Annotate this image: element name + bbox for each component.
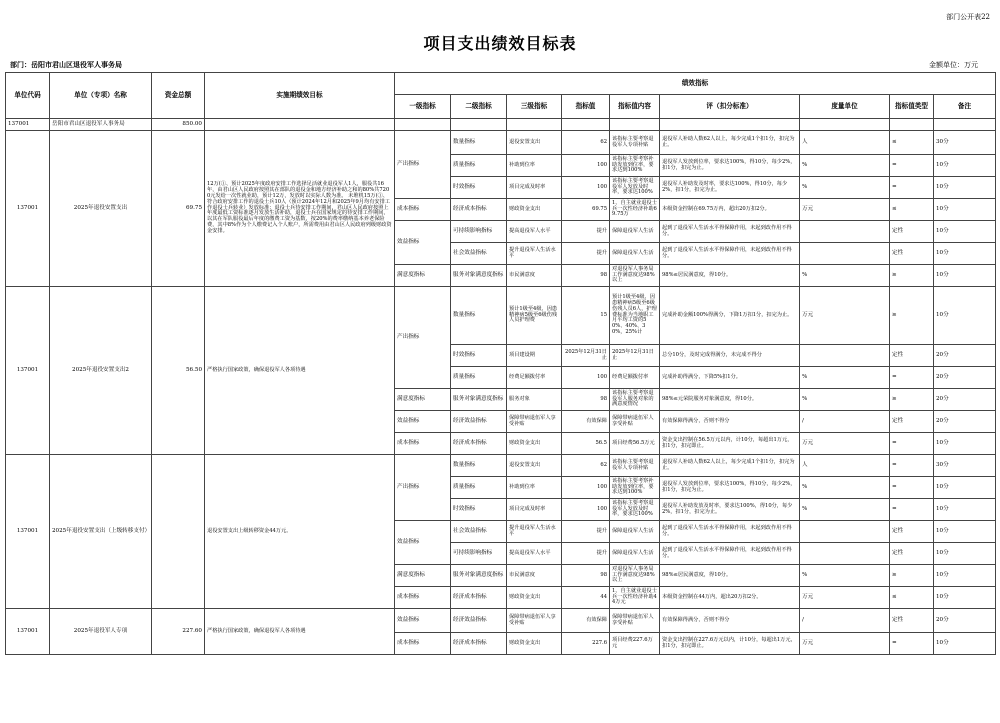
measure-unit: 万元 [800, 433, 890, 455]
scoring-standard: 退役军人补助发放及时率，要求达100%，得10分，每少2%，扣1分，扣完为止。 [660, 499, 800, 521]
value-type: 定性 [890, 345, 934, 367]
level1-indicator: 成本指标 [395, 199, 451, 221]
measure-unit: % [800, 499, 890, 521]
value-type: 定性 [890, 609, 934, 633]
scoring-standard: 完成补助得满分，下降5%扣1分。 [660, 367, 800, 389]
indicator-value: 69.75 [562, 199, 610, 221]
project-name: 2025年退役安置支出2 [50, 287, 152, 455]
note: 10分 [934, 633, 996, 655]
header-unit-name: 单位（专项）名称 [50, 73, 152, 119]
indicator-value: 98 [562, 565, 610, 587]
value-type: ≥ [890, 265, 934, 287]
value-type: ≥ [890, 565, 934, 587]
project-amount: 56.50 [152, 287, 205, 455]
note: 20分 [934, 609, 996, 633]
measure-unit [800, 243, 890, 265]
level1-indicator: 满意度指标 [395, 265, 451, 287]
level1-indicator: 成本指标 [395, 633, 451, 655]
level2-indicator: 服务对象满意度指标 [451, 565, 507, 587]
level2-indicator: 经济成本指标 [451, 433, 507, 455]
indicator-value: 15 [562, 287, 610, 345]
level2-indicator: 经济成本指标 [451, 633, 507, 655]
measure-unit: % [800, 367, 890, 389]
indicator-content: 1、自主就业退役士兵一次性经济补助44万元 [610, 587, 660, 609]
level2-indicator: 经济效益指标 [451, 609, 507, 633]
level2-indicator: 数量指标 [451, 131, 507, 155]
note: 10分 [934, 221, 996, 243]
value-type: 定性 [890, 543, 934, 565]
indicator-content: 保障退役军人生活 [610, 521, 660, 543]
level3-indicator: 项目建设期 [507, 345, 562, 367]
indicator-value: 提升 [562, 543, 610, 565]
level3-indicator: 提升退役军人生活水平 [507, 521, 562, 543]
indicator-value: 有效保障 [562, 411, 610, 433]
note: 10分 [934, 199, 996, 221]
measure-unit: % [800, 265, 890, 287]
indicator-value: 100 [562, 177, 610, 199]
header-measure: 度量单位 [800, 95, 890, 119]
project-name: 2025年退役安置支出 [50, 131, 152, 287]
indicator-content: 保障带病退伍军人享受补贴 [610, 411, 660, 433]
value-type: 定性 [890, 411, 934, 433]
scoring-standard: 退役军人发放到位率，要求达100%，得10分，每少2%，扣1分，扣完为止。 [660, 155, 800, 177]
level1-indicator: 产出指标 [395, 131, 451, 199]
note: 10分 [934, 265, 996, 287]
indicator-content: 保障退役军人生活 [610, 221, 660, 243]
header-value: 指标值 [562, 95, 610, 119]
level1-indicator: 满意度指标 [395, 565, 451, 587]
scoring-standard: 起到了退役军人生活水平得保障作用，未起到改作用不得分。 [660, 221, 800, 243]
value-type: = [890, 499, 934, 521]
indicator-value: 100 [562, 367, 610, 389]
indicator-content: 该指标主要考察退役军人发放及时率，要求达100% [610, 499, 660, 521]
scoring-standard: 退役军人补助人数62人以上，每少完成1个扣1分，扣完为止。 [660, 455, 800, 477]
indicator-value: 提升 [562, 521, 610, 543]
header-level3: 三级指标 [507, 95, 562, 119]
level1-indicator: 成本指标 [395, 433, 451, 455]
indicator-value: 提升 [562, 221, 610, 243]
scoring-standard: 98%≤元荣院服务对象满意度，得10分。 [660, 389, 800, 411]
header-level2: 二级指标 [451, 95, 507, 119]
table-number: 部门公开表22 [946, 13, 990, 21]
page-title: 项目支出绩效目标表 [423, 34, 577, 53]
scoring-standard: 退役军人补助发及时率，要求达100%，得10分，每少2%，扣1分，扣完为止。 [660, 177, 800, 199]
note: 10分 [934, 499, 996, 521]
indicator-content: 项目经费56.5万元 [610, 433, 660, 455]
level2-indicator: 服务对象满意度指标 [451, 265, 507, 287]
scoring-standard: 资金支出控制在56.5万元以内，计10分，每超出1万元，扣1分，扣完即止。 [660, 433, 800, 455]
measure-unit: 人 [800, 455, 890, 477]
measure-unit: % [800, 177, 890, 199]
header-unit-code: 单位代码 [6, 73, 50, 119]
scoring-standard: 完成补助金额100%得满分，下降1万扣1分，扣完为止。 [660, 287, 800, 345]
note: 10分 [934, 243, 996, 265]
value-type: ≤ [890, 199, 934, 221]
measure-unit: 万元 [800, 587, 890, 609]
value-type: ≤ [890, 587, 934, 609]
indicator-content: 预计1级至4级、因患精神病5级至6级伤残人员6人，护理费标准为当地职工月平均工资的50%、40%、30%，25%计 [610, 287, 660, 345]
measure-unit: % [800, 477, 890, 499]
unit-amount: 850.00 [152, 119, 205, 131]
level1-indicator: 效益指标 [395, 221, 451, 265]
project-code: 137001 [6, 287, 50, 455]
indicator-content: 项目经费227.6万元 [610, 633, 660, 655]
level3-indicator: 市民满意度 [507, 265, 562, 287]
table-row [6, 455, 996, 477]
scoring-standard: 98%≤居民满意度，得10分。 [660, 565, 800, 587]
scoring-standard: 资金支出控制在227.6万元以内，计10分，每超出1万元，扣1分，扣完即止。 [660, 633, 800, 655]
indicator-value: 有效保障 [562, 609, 610, 633]
indicator-content: 该指标主要考察退役军人服务对象的满意度情况 [610, 389, 660, 411]
level2-indicator: 可持续影响指标 [451, 543, 507, 565]
scoring-standard: 总分10分，及时完成得满分，未完成不得分 [660, 345, 800, 367]
note: 30分 [934, 131, 996, 155]
project-code: 137001 [6, 609, 50, 655]
value-type: ≥ [890, 389, 934, 411]
level2-indicator: 社会效益指标 [451, 243, 507, 265]
measure-unit [800, 543, 890, 565]
value-type: = [890, 433, 934, 455]
project-target: 严格执行国家政策，确保退役军人各项待遇 [205, 287, 395, 455]
level2-indicator: 时效指标 [451, 345, 507, 367]
level2-indicator: 经济成本指标 [451, 199, 507, 221]
level3-indicator: 保障带病退伍军人享受补贴 [507, 609, 562, 633]
level3-indicator: 补助到位率 [507, 477, 562, 499]
measure-unit: / [800, 411, 890, 433]
measure-unit [800, 345, 890, 367]
note: 10分 [934, 587, 996, 609]
table-row [6, 131, 996, 155]
project-amount: 69.75 [152, 131, 205, 287]
note: 20分 [934, 411, 996, 433]
performance-table [5, 72, 996, 655]
level3-indicator: 服务对象 [507, 389, 562, 411]
project-name: 2025年退役军人专项 [50, 609, 152, 655]
level2-indicator: 时效指标 [451, 499, 507, 521]
project-target: 退役安置支出上级转移资金44万元。 [205, 455, 395, 609]
level3-indicator: 财政资金支出 [507, 433, 562, 455]
level3-indicator: 退役安置支出 [507, 455, 562, 477]
scoring-standard: 本级资金控制在69.75万内，超出20万扣2分。 [660, 199, 800, 221]
level2-indicator: 服务对象满意度指标 [451, 389, 507, 411]
level2-indicator: 经济成本指标 [451, 587, 507, 609]
unit-code: 137001 [6, 119, 50, 131]
level2-indicator: 社会效益指标 [451, 521, 507, 543]
level1-indicator: 成本指标 [395, 587, 451, 609]
measure-unit: % [800, 389, 890, 411]
measure-unit: % [800, 155, 890, 177]
level3-indicator: 补助到位率 [507, 155, 562, 177]
level3-indicator: 提高退役军人水平 [507, 221, 562, 243]
level2-indicator: 时效指标 [451, 177, 507, 199]
project-code: 137001 [6, 455, 50, 609]
indicator-content: 经费足额拨付率 [610, 367, 660, 389]
indicator-content: 该指标主要考察退役军人发放及时率，要求达100% [610, 177, 660, 199]
level2-indicator: 质量指标 [451, 367, 507, 389]
indicator-content: 该指标主要考察补助发放到位率，要求达到100% [610, 155, 660, 177]
indicator-content: 保障带病退伍军人享受补贴 [610, 609, 660, 633]
level3-indicator: 保障带病退伍军人享受补贴 [507, 411, 562, 433]
level1-indicator: 产出指标 [395, 287, 451, 389]
note: 10分 [934, 433, 996, 455]
measure-unit [800, 221, 890, 243]
indicator-value: 98 [562, 265, 610, 287]
value-type: = [890, 367, 934, 389]
level2-indicator: 数量指标 [451, 455, 507, 477]
level2-indicator: 经济效益指标 [451, 411, 507, 433]
value-type: 定性 [890, 521, 934, 543]
amount-unit-label: 金额单位：万元 [929, 61, 978, 69]
note: 20分 [934, 389, 996, 411]
level3-indicator: 退役安置支出 [507, 131, 562, 155]
header-standard: 评（扣分标准） [660, 95, 800, 119]
level3-indicator: 提升退役军人生活水平 [507, 243, 562, 265]
unit-name: 岳阳市君山区退役军人事务局 [50, 119, 152, 131]
level3-indicator: 市民满意度 [507, 565, 562, 587]
indicator-value: 56.5 [562, 433, 610, 455]
table-row [6, 287, 996, 345]
value-type: ≤ [890, 131, 934, 155]
header-level1: 一级指标 [395, 95, 451, 119]
indicator-value: 100 [562, 155, 610, 177]
level3-indicator: 提高退役军人水平 [507, 543, 562, 565]
level3-indicator: 财政资金支出 [507, 633, 562, 655]
indicator-value: 98 [562, 389, 610, 411]
scoring-standard: 起到了退役军人生活水平得保障作用，未起到改作用不得分。 [660, 243, 800, 265]
scoring-standard: 本级资金控制在44万内，超出20万扣2分。 [660, 587, 800, 609]
level3-indicator: 项目完成及时率 [507, 499, 562, 521]
value-type: = [890, 155, 934, 177]
level3-indicator: 项目完成及时率 [507, 177, 562, 199]
header-target: 实施期绩效目标 [205, 73, 395, 119]
measure-unit: % [800, 565, 890, 587]
indicator-value: 100 [562, 477, 610, 499]
level3-indicator: 财政资金支出 [507, 587, 562, 609]
note: 10分 [934, 543, 996, 565]
scoring-standard: 有效保障得满分，否则不得分 [660, 411, 800, 433]
note: 10分 [934, 477, 996, 499]
level3-indicator: 财政资金支出 [507, 199, 562, 221]
scoring-standard: 起到了退役军人生活水平得保障作用，未起到改作用不得分。 [660, 543, 800, 565]
note: 10分 [934, 177, 996, 199]
value-type: = [890, 633, 934, 655]
level3-indicator: 预计1级至4级、因患精神病5级至6级伤残人员护理费 [507, 287, 562, 345]
value-type: = [890, 177, 934, 199]
unit-summary-row [6, 119, 996, 131]
level1-indicator: 效益指标 [395, 411, 451, 433]
value-type: = [890, 477, 934, 499]
header-content: 指标值内容 [610, 95, 660, 119]
measure-unit: 万元 [800, 199, 890, 221]
indicator-value: 62 [562, 455, 610, 477]
note: 10分 [934, 565, 996, 587]
note: 10分 [934, 521, 996, 543]
indicator-content: 对退役军人事务局工作满意度达98%以上 [610, 265, 660, 287]
level2-indicator: 质量指标 [451, 155, 507, 177]
level1-indicator: 满意度指标 [395, 389, 451, 411]
scoring-standard: 有效保障得满分，否则不得分 [660, 609, 800, 633]
note: 10分 [934, 155, 996, 177]
header-performance: 绩效指标 [395, 73, 996, 95]
header-fund-total: 资金总额 [152, 73, 205, 119]
measure-unit: 人 [800, 131, 890, 155]
project-code: 137001 [6, 131, 50, 287]
value-type: 定性 [890, 243, 934, 265]
indicator-value: 2025年12月31日止 [562, 345, 610, 367]
indicator-value: 100 [562, 499, 610, 521]
indicator-content: 该指标主要考察补助发放到位率，要求达到100% [610, 477, 660, 499]
level1-indicator: 效益指标 [395, 521, 451, 565]
project-amount: 227.60 [152, 609, 205, 655]
indicator-value: 提升 [562, 243, 610, 265]
note: 30分 [934, 455, 996, 477]
indicator-content: 对退役军人事务局工作满意度达98%以上 [610, 565, 660, 587]
note: 10分 [934, 287, 996, 345]
indicator-content: 保障退役军人生活 [610, 243, 660, 265]
scoring-standard: 起到了退役军人生活水平得保障作用，未起到改作用不得分。 [660, 521, 800, 543]
project-name: 2025年退役安置支出（上级转移支付） [50, 455, 152, 609]
level1-indicator: 效益指标 [395, 609, 451, 633]
level3-indicator: 经费足额拨付率 [507, 367, 562, 389]
indicator-content: 该指标主要考察退役军人专项补贴 [610, 455, 660, 477]
level2-indicator: 可持续影响指标 [451, 221, 507, 243]
project-target: 严格执行国家政策，确保退役军人各项待遇 [205, 609, 395, 655]
value-type: ≥ [890, 287, 934, 345]
table-row [6, 609, 996, 633]
level1-indicator: 产出指标 [395, 455, 451, 521]
department-label: 部门：岳阳市君山区退役军人事务局 [10, 60, 122, 69]
indicator-value: 44 [562, 587, 610, 609]
header-note: 备注 [934, 95, 996, 119]
scoring-standard: 退役军人发放到位率，要求达100%，得10分，每少2%，扣1分，扣完为止。 [660, 477, 800, 499]
scoring-standard: 退役军人补助人数62人以上，每少完成1个扣1分，扣完为止。 [660, 131, 800, 155]
project-amount [152, 455, 205, 609]
measure-unit [800, 521, 890, 543]
value-type: = [890, 455, 934, 477]
header-type: 指标值类型 [890, 95, 934, 119]
indicator-content: 该指标主要考察退役军人专项补贴 [610, 131, 660, 155]
measure-unit: 万元 [800, 287, 890, 345]
indicator-value: 62 [562, 131, 610, 155]
indicator-value: 227.6 [562, 633, 610, 655]
scoring-standard: 98%≤居民满意度，得10分。 [660, 265, 800, 287]
measure-unit: 万元 [800, 633, 890, 655]
measure-unit: / [800, 609, 890, 633]
level2-indicator: 数量指标 [451, 287, 507, 345]
indicator-content: 1、自主就业退役士兵一次性经济补助69.75万 [610, 199, 660, 221]
level2-indicator: 质量指标 [451, 477, 507, 499]
indicator-content: 保障退役军人生活 [610, 543, 660, 565]
note: 20分 [934, 367, 996, 389]
project-target: 12万(①、预计2025年度政府安排工作选择足活就业退役军人1人，服役共16年，由君山区人民政府按照其在部队的退役金和地方经济补助之和的80%共7200元发给一次性就业助，预计12万，发放时以实际人数为准。 未堆机15万(①、符合政府安排工作的退役士兵10人（预计2024年12月和2025年9月均有安排工作退役士兵转业）发放标准：退役士兵待安排工作期间，君山区人民政府按照上年度最低工资标准逐月发放生活补助，退役士兵在国家规定的待安排工作期间，以其在军队服役最后年度的缴费工资为基数，按20%的费率缴纳基本养老保险费，其中8%作为个人缴费记入个人账户，所需费用由君山区人民政府列级财政资金安排。 [205, 131, 395, 287]
indicator-content: 2025年12月31日止 [610, 345, 660, 367]
value-type: 定性 [890, 221, 934, 243]
note: 20分 [934, 345, 996, 367]
